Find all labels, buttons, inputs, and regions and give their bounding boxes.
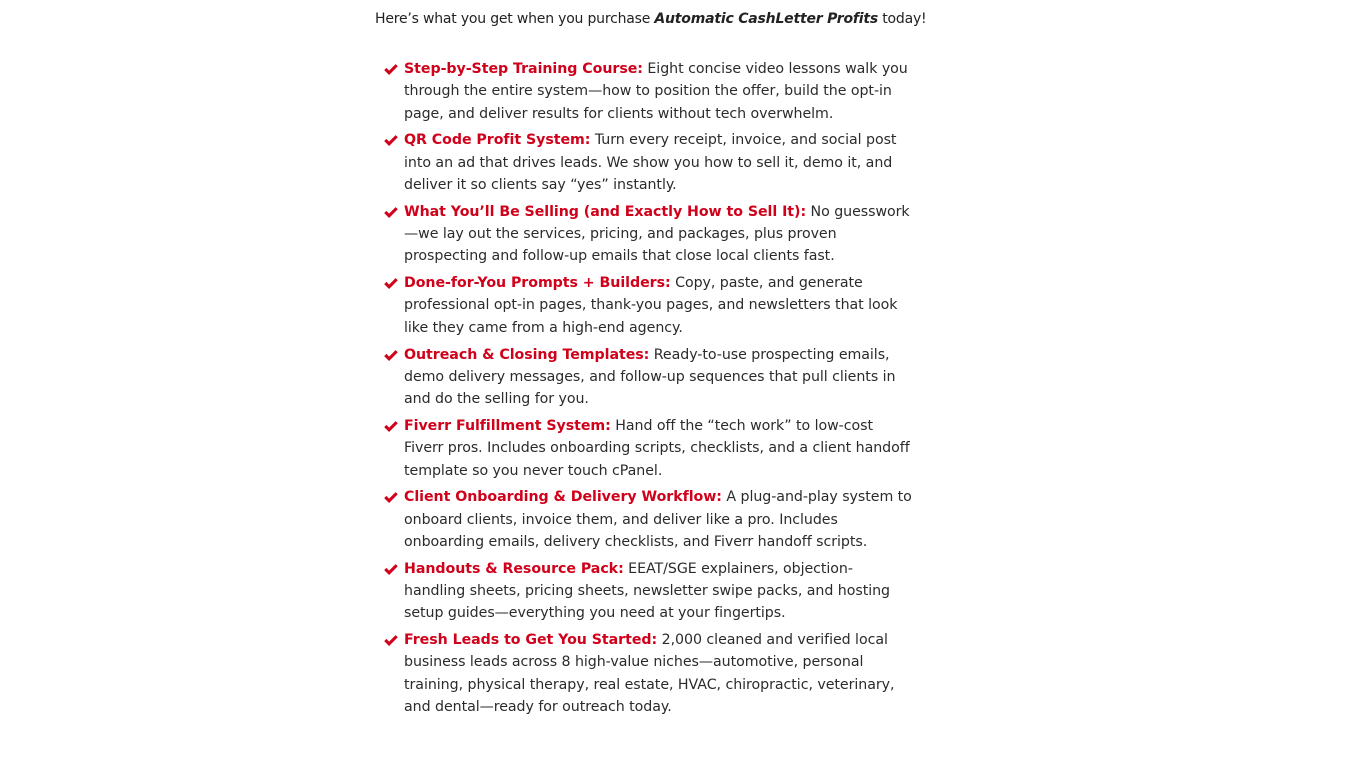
check-icon (383, 277, 399, 290)
benefit-item-outreach-templates (382, 344, 912, 411)
check-icon (383, 563, 399, 576)
check-icon (383, 134, 399, 147)
benefit-item-handouts-resources (382, 558, 912, 625)
benefit-title: Step-by-Step Training Course: (404, 61, 643, 77)
benefit-item-qr-code-system (382, 129, 912, 196)
benefit-item-what-youll-sell (382, 201, 912, 268)
product-name: Automatic CashLetter Profits (654, 11, 878, 27)
benefit-title: What You’ll Be Selling (and Exactly How to Sell It): (404, 203, 807, 220)
benefit-title: QR Code Profit System: (404, 132, 591, 149)
benefit-title: Fiverr Fulfillment System: (404, 417, 611, 434)
check-icon (383, 634, 399, 647)
check-icon (383, 206, 399, 219)
benefit-title: Outreach & Closing Templates: (404, 346, 650, 363)
intro-text (375, 11, 935, 27)
benefit-description: A plug-and-play system to onboard clients, invoice them, and deliver like a pro. Includes onboarding emails, delivery checklists, and Fiverr handoff scripts. (404, 489, 912, 550)
benefit-description: No guesswork—we lay out the services, pricing, and packages, plus proven prospecting and follow-up emails that close local clients fast. (404, 203, 910, 265)
check-icon (383, 420, 399, 433)
benefit-title: Fresh Leads to Get You Started: (404, 632, 658, 649)
benefit-description: Eight concise video lessons walk you through the entire system—how to position the offer, build the opt-in page, and deliver results for clients without tech overwhelm. (404, 61, 908, 122)
check-icon (383, 349, 399, 362)
benefit-description: Hand off the “tech work” to low-cost Fiverr pros. Includes onboarding scripts, checklists, and a client handoff template so you never touch cPanel. (404, 417, 910, 479)
benefit-item-training-course (382, 58, 912, 125)
benefit-description: Copy, paste, and generate professional opt-in pages, thank-you pages, and newsletters that look like they came from a high-end agency. (404, 275, 898, 336)
benefits-list (382, 58, 912, 723)
benefit-item-fresh-leads (382, 629, 912, 718)
intro-prefix: Here’s what you get when you purchase (375, 11, 655, 27)
benefit-title: Client Onboarding & Delivery Workflow: (404, 489, 722, 506)
benefit-item-fiverr-fulfillment (382, 415, 912, 482)
benefit-description: Ready-to-use prospecting emails, demo delivery messages, and follow-up sequences that pull clients in and do the selling for you. (404, 346, 896, 408)
check-icon (383, 63, 399, 76)
check-icon (383, 491, 399, 504)
intro-suffix: today! (877, 11, 927, 27)
benefit-description: 2,000 cleaned and verified local business leads across 8 high-value niches—automotive, personal training, physical therapy, real estate, HVAC, chiropractic, veterinary, and dental—ready for outreach today. (404, 632, 895, 716)
benefit-description: Turn every receipt, invoice, and social post into an ad that drives leads. We show you how to sell it, demo it, and deliver it so clients say “yes” instantly. (404, 132, 897, 193)
benefit-item-prompts-builders (382, 272, 912, 339)
benefit-item-client-onboarding (382, 486, 912, 553)
benefit-title: Done-for-You Prompts + Builders: (404, 275, 671, 292)
benefit-description: EEAT/SGE explainers, objection-handling sheets, pricing sheets, newsletter swipe packs, and hosting setup guides—everything you need at your fingertips. (404, 560, 890, 622)
benefit-title: Handouts & Resource Pack: (404, 560, 624, 577)
